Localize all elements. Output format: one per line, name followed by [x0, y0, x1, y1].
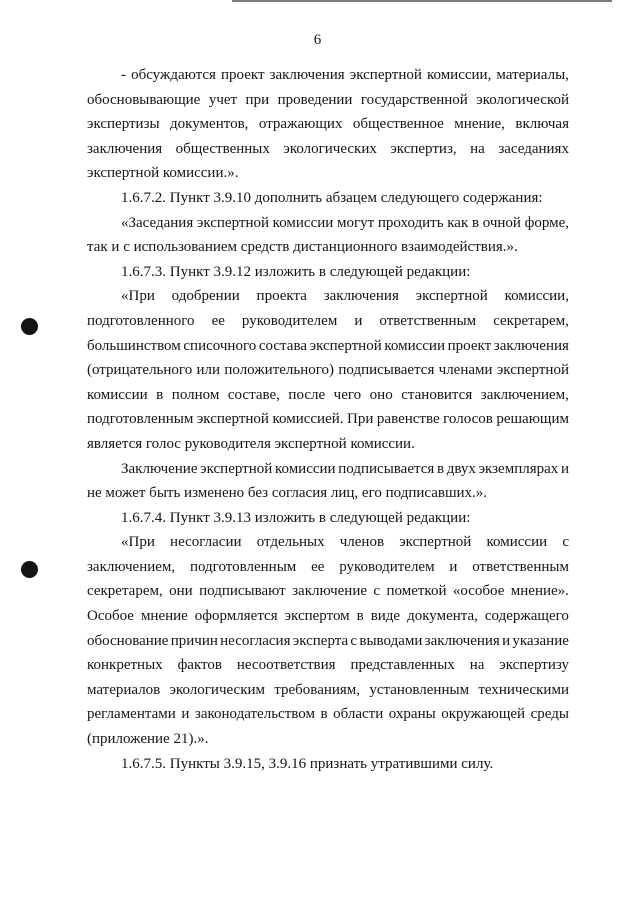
paragraph: [87, 63, 569, 186]
text-line: обоснование причин несогласия эксперта с выводами заключения и указание: [87, 632, 569, 649]
text-line: конкретных фактов несоответствия представленных на экспертизу: [87, 657, 569, 674]
text-line: не может быть изменено без согласия лиц, его подписавших.».: [87, 485, 488, 502]
paragraph: [87, 752, 569, 777]
punch-hole-top: [21, 318, 38, 335]
text-line: (приложение 21).».: [87, 731, 209, 748]
text-line: - обсуждаются проект заключения экспертной комиссии, материалы,: [121, 67, 569, 83]
paragraph: [87, 506, 569, 531]
text-line: Особое мнение оформляется экспертом в виде документа, содержащего: [87, 608, 569, 625]
text-line: так и с использованием средств дистанционного взаимодействия.».: [87, 239, 518, 256]
paragraph: [87, 530, 569, 751]
text-line: обосновывающие учет при проведении государственной экологической: [87, 91, 569, 108]
text-line: «При несогласии отдельных членов экспертной комиссии с: [121, 534, 569, 551]
paragraph: [87, 457, 569, 506]
text-line: секретарем, они подписывают заключение с пометкой «особое мнение».: [87, 583, 569, 600]
text-line: 1.6.7.5. Пункты 3.9.15, 3.9.16 признать утратившими силу.: [121, 755, 494, 772]
text-line: заключением, подготовленным ее руководителем и ответственным: [87, 558, 569, 575]
text-line: «При одобрении проекта заключения экспертной комиссии,: [121, 288, 569, 305]
text-line: 1.6.7.4. Пункт 3.9.13 изложить в следующей редакции:: [121, 509, 471, 526]
text-line: 1.6.7.3. Пункт 3.9.12 изложить в следующей редакции:: [121, 263, 471, 280]
punch-hole-bottom: [21, 561, 38, 578]
paragraph: [87, 284, 569, 456]
text-line: заключения общественных экологических экспертиз, на заседаниях: [87, 140, 569, 157]
paragraph: [87, 186, 569, 211]
text-line: экспертизы документов, отражающих общественное мнение, включая: [87, 116, 569, 133]
text-line: Заключение экспертной комиссии подписывается в двух экземплярах и: [121, 460, 569, 477]
text-line: материалов экологическим требованиям, установленным техническими: [87, 681, 569, 698]
text-line: 1.6.7.2. Пункт 3.9.10 дополнить абзацем следующего содержания:: [121, 189, 543, 206]
top-edge-line: [232, 0, 612, 2]
text-line: является голос руководителя экспертной комиссии.: [87, 435, 415, 452]
text-line: регламентами и законодательством в области охраны окружающей среды: [87, 706, 569, 723]
paragraph: [87, 260, 569, 285]
page-number: 6: [313, 32, 322, 48]
text-line: «Заседания экспертной комиссии могут проходить как в очной форме,: [121, 214, 569, 231]
text-line: подготовленного ее руководителем и ответственным секретарем,: [87, 312, 569, 329]
text-line: (отрицательного или положительного) подписывается членами экспертной: [87, 362, 569, 379]
paragraph: [87, 211, 569, 260]
text-line: экспертной комиссии.».: [87, 165, 239, 182]
document-body: [87, 63, 569, 776]
text-line: большинством списочного состава экспертной комиссии проект заключения: [87, 337, 569, 354]
text-line: подготовленным экспертной комиссией. При равенстве голосов решающим: [87, 411, 569, 428]
text-line: комиссии в полном составе, после чего оно становится заключением,: [87, 386, 569, 403]
